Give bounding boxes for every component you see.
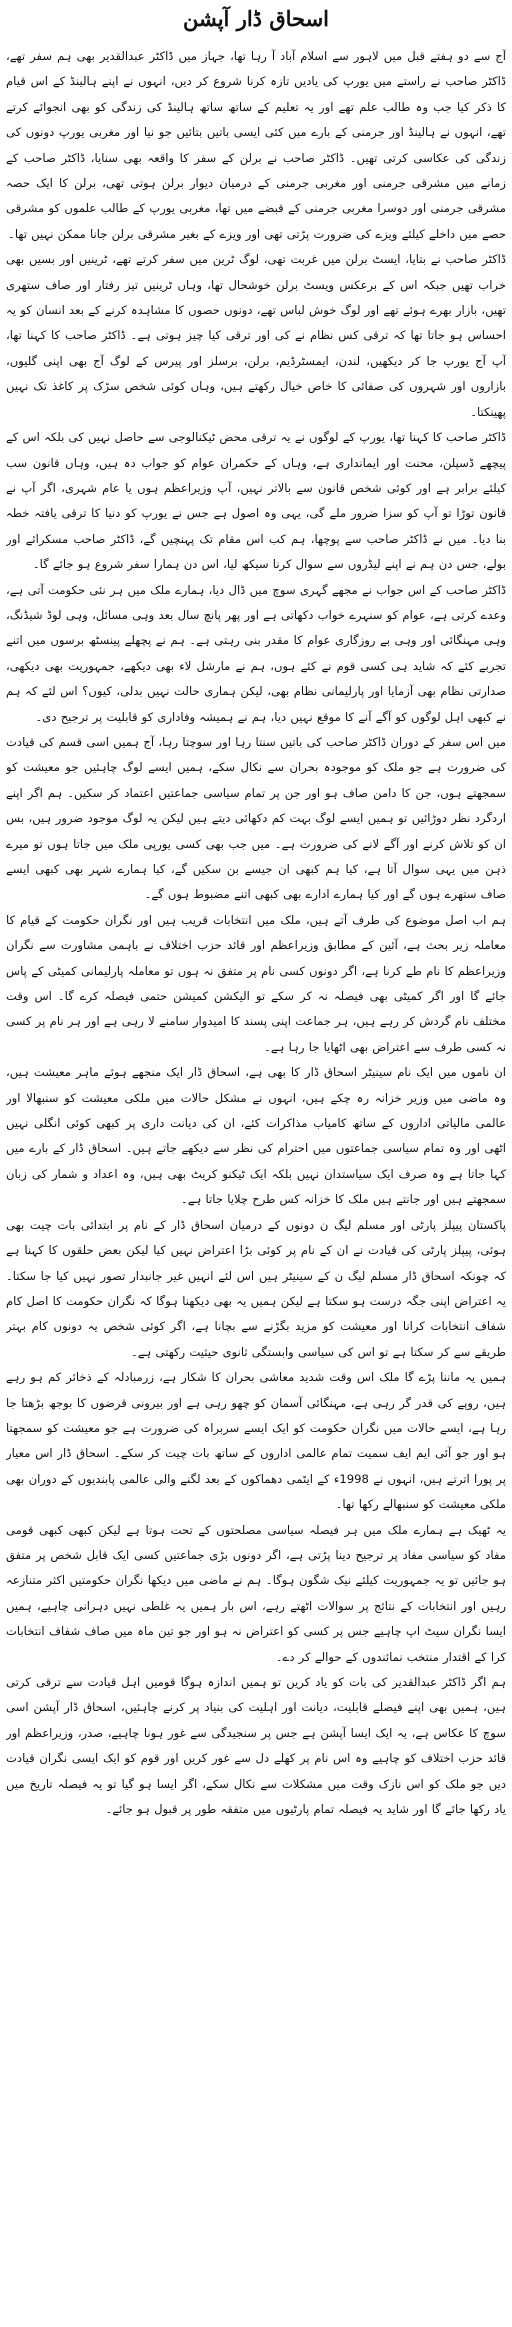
article-paragraph: ڈاکٹر صاحب کے اس جواب نے مجھے گہری سوچ میں ڈال دیا، ہمارے ملک میں ہر نئی حکومت آتی ہے، وعدے کرتی ہے، عوام کو سنہرے خواب دکھاتی ہے اور پھر پانچ سال بعد وہی مسائل، وہی لوڈ شیڈنگ، وہی مہنگائی اور وہی بے روزگاری عوام کا مقدر بنی رہتی ہے۔ ہم نے پچھلے پینسٹھ برسوں میں اتنے تجربے کئے کہ شاید ہی کسی قوم نے کئے ہوں، ہم نے مارشل لاء بھی دیکھے، جمہوریت بھی دیکھی، صدارتی نظام بھی آزمایا اور پارلیمانی نظام بھی، لیکن ہماری حالت نہیں بدلی، کیوں؟ اس لئے کہ ہم نے کبھی اہل لوگوں کو آگے آنے کا موقع نہیں دیا، ہم نے ہمیشہ وفاداری کو قابلیت پر ترجیح دی۔ — [6, 582, 506, 724]
article-paragraph: ہم اب اصل موضوع کی طرف آتے ہیں، ملک میں انتخابات قریب ہیں اور نگران حکومت کے قیام کا معاملہ زیر بحث ہے، آئین کے مطابق وزیراعظم اور قائد حزب اختلاف نے باہمی مشاورت سے نگران وزیراعظم کا نام طے کرنا ہے، اگر دونوں کسی نام پر متفق نہ ہوں تو معاملہ پارلیمانی کمیٹی کے پاس جائے گا اور اگر کمیٹی بھی فیصلہ نہ کر سکے تو الیکشن کمیشن حتمی فیصلہ کرے گا۔ اس وقت مختلف نام گردش کر رہے ہیں، ہر جماعت اپنی پسند کا امیدوار سامنے لا رہی ہے اور ہر نام پر کسی نہ کسی طرف سے اعتراض بھی اٹھایا جا رہا ہے۔ — [6, 912, 506, 1054]
article-paragraph: یہ ٹھیک ہے ہمارے ملک میں ہر فیصلہ سیاسی مصلحتوں کے تحت ہوتا ہے لیکن کبھی کبھی قومی مفاد کو سیاسی مفاد پر ترجیح دینا پڑتی ہے، اگر دونوں بڑی جماعتیں کسی ایک قابل شخص پر متفق ہو جائیں تو یہ جمہوریت کیلئے نیک شگون ہوگا۔ ہم نے ماضی میں دیکھا نگران حکومتیں اکثر متنازعہ رہیں اور انتخابات کے نتائج پر سوالات اٹھتے رہے، اس بار ہمیں یہ غلطی نہیں دہرانی چاہیے، ہمیں ایسا نگران سیٹ اپ چاہیے جس پر کسی کو اعتراض نہ ہو اور جو تین ماہ میں صاف شفاف انتخابات کرا کے اقتدار منتخب نمائندوں کے حوالے کر دے۔ — [6, 1522, 506, 1664]
article-body — [6, 44, 506, 2312]
article-paragraph: پاکستان پیپلز پارٹی اور مسلم لیگ ن دونوں کے درمیان اسحاق ڈار کے نام پر ابتدائی بات چیت بھی ہوئی، پیپلز پارٹی کی قیادت نے ان کے نام پر کوئی بڑا اعتراض نہیں کیا لیکن بعض حلقوں کا کہنا ہے کہ چونکہ اسحاق ڈار مسلم لیگ ن کے سینیٹر ہیں اس لئے انہیں غیر جانبدار تصور نہیں کیا جا سکتا۔ یہ اعتراض اپنی جگہ درست ہو سکتا ہے لیکن ہمیں یہ بھی دیکھنا ہوگا کہ نگران حکومت کا اصل کام شفاف انتخابات کرانا اور معیشت کو مزید بگڑنے سے بچانا ہے، اگر کوئی شخص یہ دونوں کام بہتر طریقے سے کر سکتا ہے تو اس کی سیاسی وابستگی ثانوی حیثیت رکھتی ہے۔ — [6, 1217, 506, 1359]
article-paragraph: ڈاکٹر صاحب کا کہنا تھا، یورپ کے لوگوں نے یہ ترقی محض ٹیکنالوجی سے حاصل نہیں کی بلکہ اس کے پیچھے ڈسپلن، محنت اور ایمانداری ہے، وہاں کے حکمران عوام کو جواب دہ ہیں، وہاں قانون سب کیلئے برابر ہے اور کوئی شخص قانون سے بالاتر نہیں، آپ وزیراعظم ہوں یا عام شہری، اگر آپ نے قانون توڑا تو آپ کو سزا ضرور ملے گی، یہی وہ اصول ہے جس نے یورپ کو دنیا کا ترقی یافتہ خطہ بنا دیا۔ میں نے ڈاکٹر صاحب سے پوچھا، ہم کب اس مقام تک پہنچیں گے، ڈاکٹر صاحب مسکرائے اور بولے، جس دن ہم نے اپنے لیڈروں سے سوال کرنا سیکھ لیا، اس دن ہمارا سفر شروع ہو جائے گا۔ — [6, 430, 506, 572]
article-paragraph: میں اس سفر کے دوران ڈاکٹر صاحب کی باتیں سنتا رہا اور سوچتا رہا، آج ہمیں اسی قسم کی قیادت کی ضرورت ہے جو ملک کو موجودہ بحران سے نکال سکے، ہمیں ایسے لوگ چاہئیں جو معیشت کو سمجھتے ہوں، جن کا دامن صاف ہو اور جن پر تمام سیاسی جماعتیں اعتماد کر سکیں۔ ہم اگر اپنے اردگرد نظر دوڑائیں تو ہمیں ایسے لوگ بہت کم دکھائی دیتے ہیں لیکن یہ لوگ موجود ضرور ہیں، بس ان کو تلاش کرنے اور آگے لانے کی ضرورت ہے۔ میں جب بھی کسی یورپی ملک میں جاتا ہوں تو میرے ذہن میں یہی سوال آتا ہے، کیا ہم کبھی ان جیسے بن سکیں گے، کیا ہمارے شہر بھی کبھی ایسے صاف ستھرے ہوں گے اور کیا ہمارے ادارے بھی کبھی اتنے مضبوط ہوں گے۔ — [6, 734, 506, 902]
article-paragraph: ان ناموں میں ایک نام سینیٹر اسحاق ڈار کا بھی ہے، اسحاق ڈار ایک منجھے ہوئے ماہر معیشت ہیں، وہ ماضی میں وزیر خزانہ رہ چکے ہیں، انہوں نے مشکل حالات میں ملکی معیشت کو سنبھالا اور عالمی مالیاتی اداروں کے ساتھ کامیاب مذاکرات کئے، ان کی دیانت داری پر کبھی کوئی انگلی نہیں اٹھی اور وہ تمام سیاسی جماعتوں میں احترام کی نظر سے دیکھے جاتے ہیں۔ اسحاق ڈار کے بارے میں کہا جاتا ہے وہ صرف ایک سیاستدان نہیں بلکہ ایک ٹیکنو کریٹ بھی ہیں، وہ اعداد و شمار کی زبان سمجھتے ہیں اور جانتے ہیں ملک کا خزانہ کس طرح چلایا جاتا ہے۔ — [6, 1065, 506, 1207]
article-paragraph: ہمیں یہ ماننا پڑے گا ملک اس وقت شدید معاشی بحران کا شکار ہے، زرمبادلہ کے ذخائر کم ہو رہے ہیں، روپے کی قدر گر رہی ہے، مہنگائی آسمان کو چھو رہی ہے اور بیرونی قرضوں کا بوجھ بڑھتا جا رہا ہے، ایسے حالات میں نگران حکومت کو ایک ایسے سربراہ کی ضرورت ہے جو معیشت کو سمجھتا ہو اور جو آئی ایم ایف سمیت تمام عالمی اداروں کے ساتھ بات چیت کر سکے۔ اسحاق ڈار اس معیار پر پورا اترتے ہیں، انہوں نے 1998ء کے ایٹمی دھماکوں کے بعد لگنے والی عالمی پابندیوں کے دوران بھی ملکی معیشت کو سنبھالے رکھا تھا۔ — [6, 1370, 506, 1512]
article-paragraph: ڈاکٹر صاحب نے بتایا، ایسٹ برلن میں غربت تھی، لوگ ٹرین میں سفر کرتے تھے، ٹرینیں اور بسیں بھی خراب تھیں جبکہ اس کے برعکس ویسٹ برلن خوشحال تھا، وہاں ٹرینیں تیز رفتار اور صاف ستھری تھیں، بازار بھرے ہوئے تھے اور لوگ خوش لباس تھے، دونوں حصوں کا مشاہدہ کرنے کے بعد انسان کو یہ احساس ہو جاتا تھا کہ ترقی کس نظام نے کی اور ترقی کیا چیز ہوتی ہے۔ ڈاکٹر صاحب کا کہنا تھا، آپ آج یورپ جا کر دیکھیں، لندن، ایمسٹرڈیم، برلن، برسلز اور پیرس کے لوگ آج بھی اپنی گلیوں، بازاروں اور شہروں کی صفائی کا خاص خیال رکھتے ہیں، وہاں کوئی شخص سڑک پر کاغذ تک نہیں پھینکتا۔ — [6, 252, 506, 419]
article-headline: اسحاق ڈار آپشن — [182, 6, 330, 31]
article-paragraph: آج سے دو ہفتے قبل میں لاہور سے اسلام آباد آ رہا تھا، جہاز میں ڈاکٹر عبدالقدیر بھی ہم سفر تھے، ڈاکٹر صاحب نے راستے میں یورپ کی یادیں تازہ کرنا شروع کر دیں، انہوں نے اپنے ہالینڈ کے اس قیام کا ذکر کیا جب وہ طالب علم تھے اور یہ تعلیم کے ساتھ ساتھ ہالینڈ کی زندگی کو بھی انجوائے کرتے تھے، انہوں نے ہالینڈ اور جرمنی کے بارے میں کئی ایسی باتیں بتائیں جو نیا اور مغربی یورپ دونوں کی زندگی کی عکاسی کرتی تھیں۔ ڈاکٹر صاحب نے برلن کے سفر کا واقعہ بھی سنایا، ڈاکٹر صاحب کے زمانے میں مشرقی جرمنی اور مغربی جرمنی کے درمیان دیوار برلن ہوتی تھی، برلن کا ایک حصہ مشرقی جرمنی اور دوسرا مغربی جرمنی کے قبضے میں تھا، مغربی یورپ کے طالب علموں کو مشرقی حصے میں داخلے کیلئے ویزے کی ضرورت پڑتی تھی اور ویزے کے بغیر مشرقی برلن جانا ممکن نہیں تھا۔ — [6, 49, 506, 241]
article-paragraph: ہم اگر ڈاکٹر عبدالقدیر کی بات کو یاد کریں تو ہمیں اندازہ ہوگا قومیں اہل قیادت سے ترقی کرتی ہیں، ہمیں بھی اپنے فیصلے قابلیت، دیانت اور اہلیت کی بنیاد پر کرنے چاہئیں، اسحاق ڈار آپشن اسی سوچ کا عکاس ہے، یہ ایک ایسا آپشن ہے جس پر سنجیدگی سے غور ہونا چاہیے، صدر، وزیراعظم اور قائد حزب اختلاف کو چاہیے وہ اس نام پر کھلے دل سے غور کریں اور قوم کو ایک ایسی نگران قیادت دیں جو ملک کو اس نازک وقت میں مشکلات سے نکال سکے، اگر ایسا ہو گیا تو یہ فیصلہ تاریخ میں یاد رکھا جائے گا اور شاید یہ فیصلہ تمام پارٹیوں میں متفقہ طور پر قبول ہو جائے۔ — [6, 1675, 506, 1817]
